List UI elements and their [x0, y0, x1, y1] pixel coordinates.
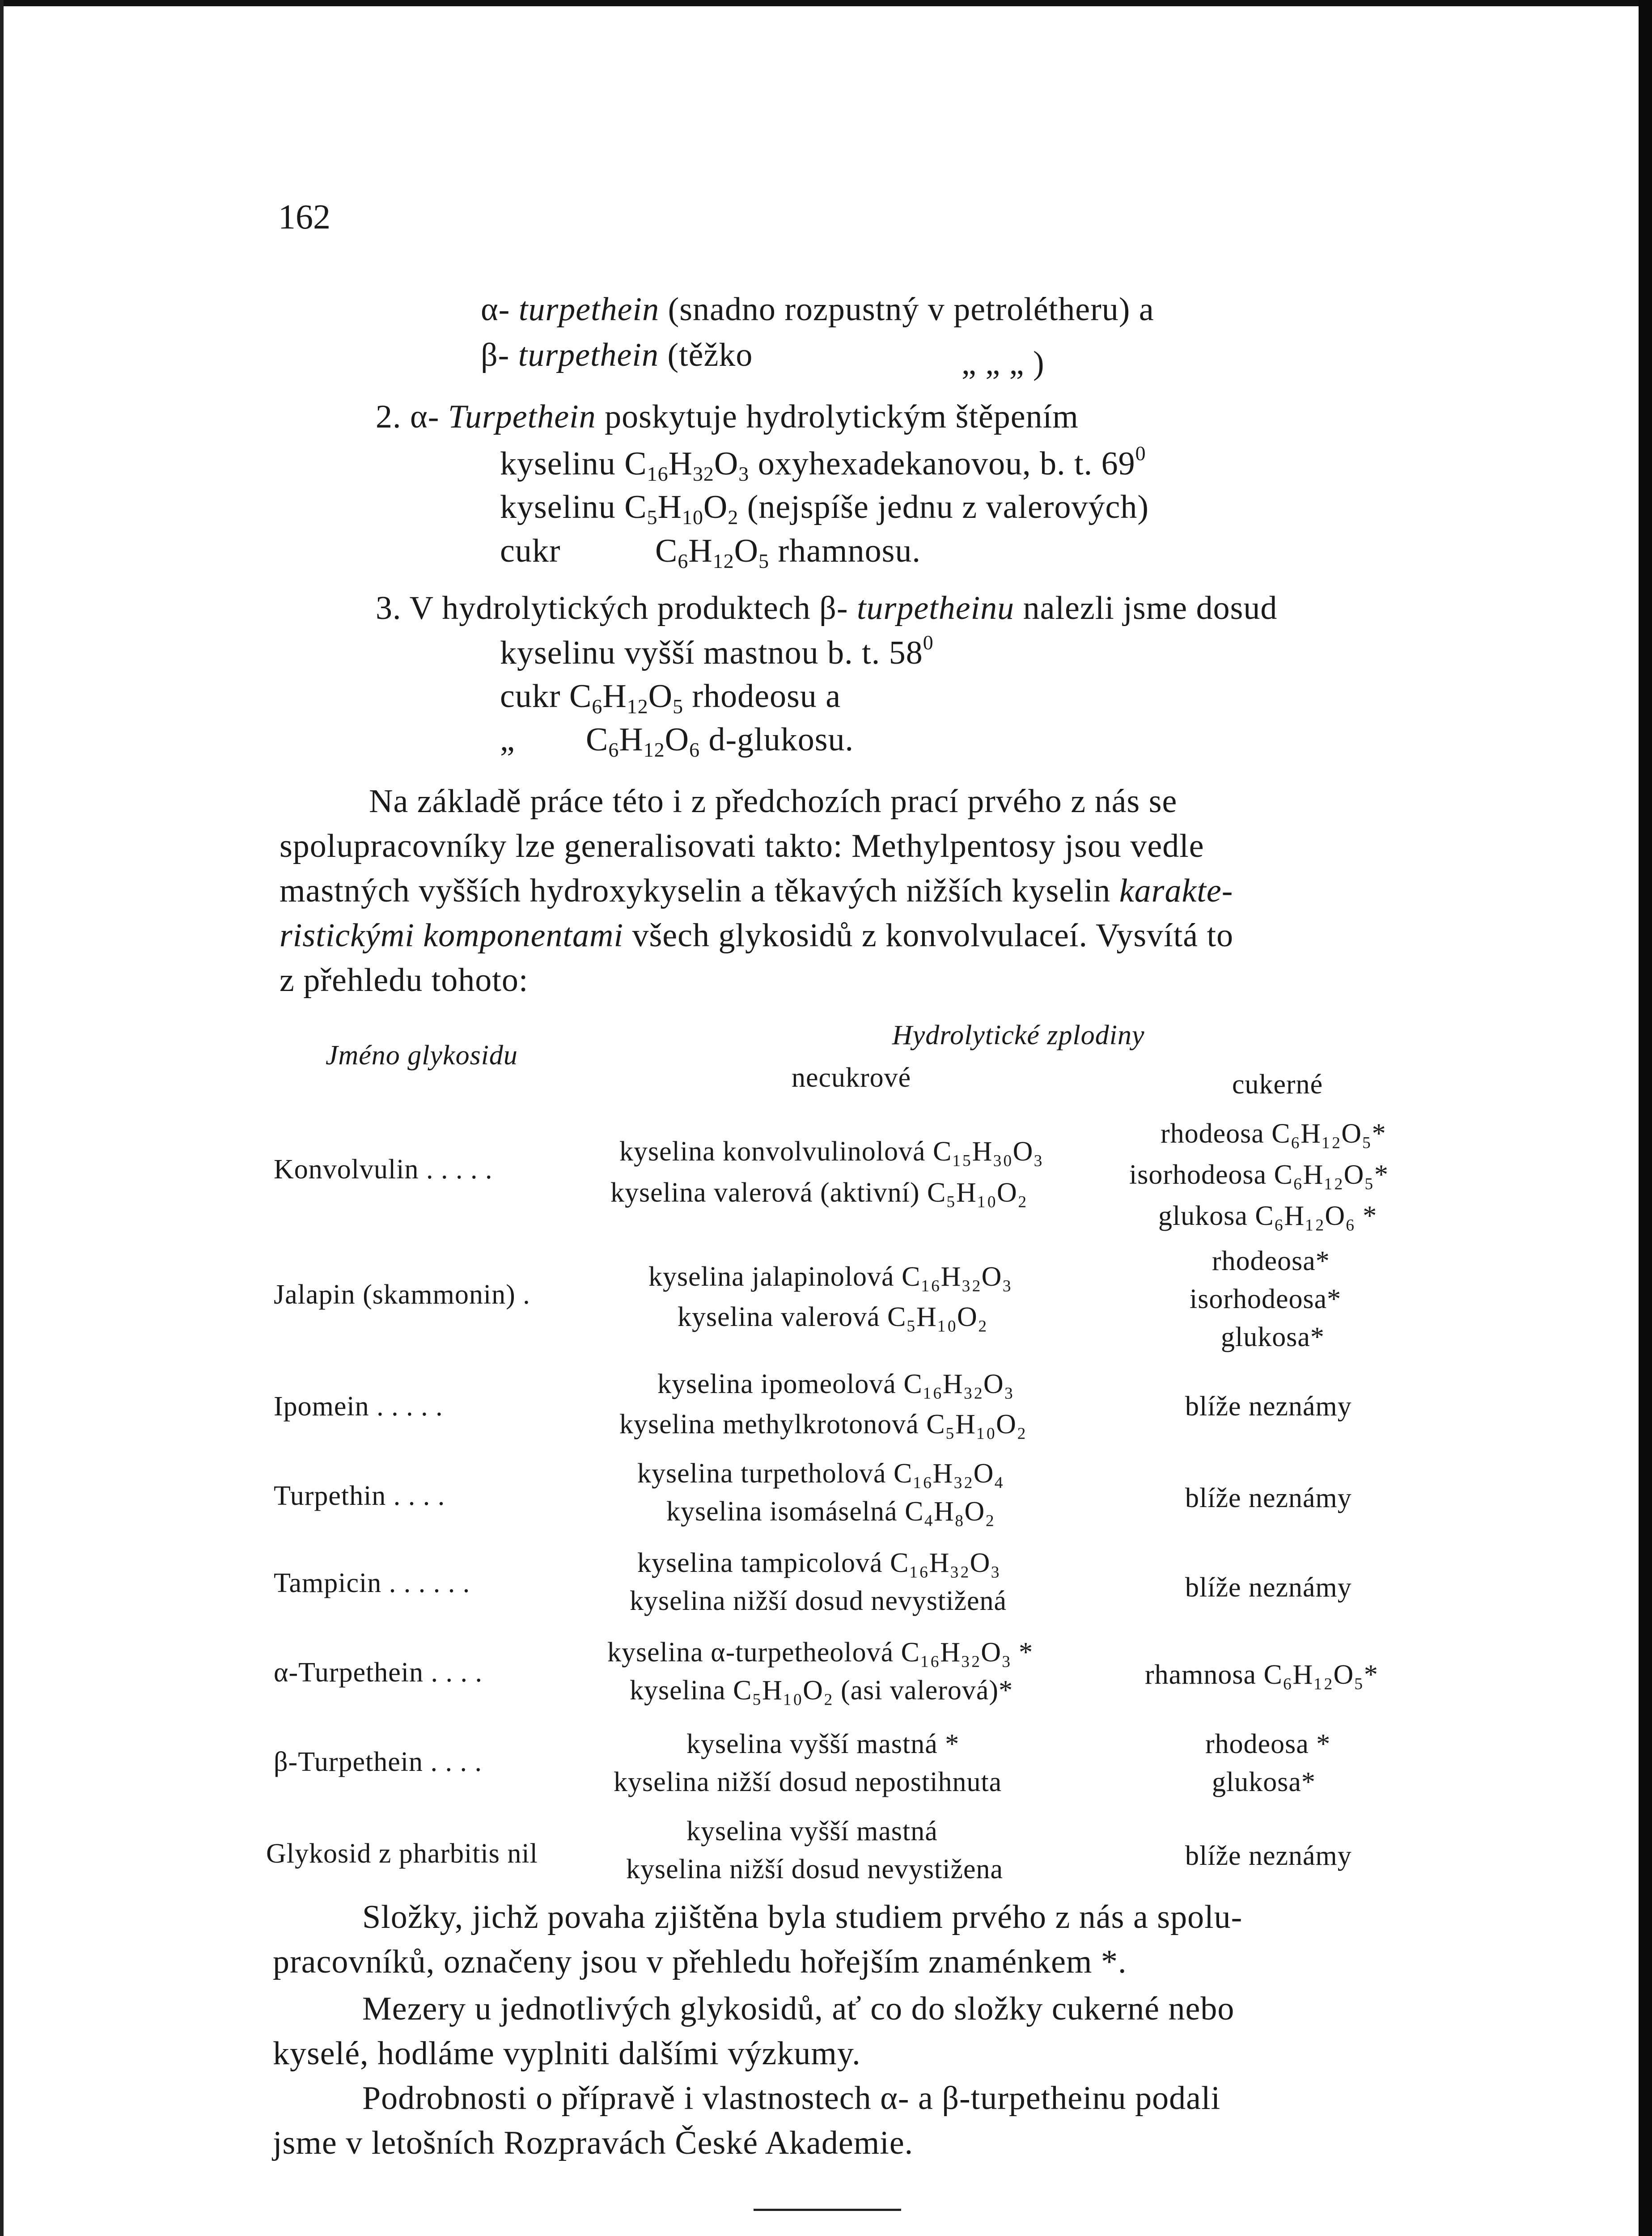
table-cell-noncarb: kyselina vyšší mastná * [686, 1729, 960, 1759]
paragraph-line-3: mastných vyšších hydroxykyselin a těkavých nižších kyselin karakte- [280, 872, 1233, 909]
table-cell-carb: glukosa* [1221, 1322, 1325, 1352]
table-header-products: Hydrolytické zplodiny [892, 1020, 1145, 1050]
table-cell-carb: blíže neznámy [1185, 1841, 1352, 1871]
table-row-name: Ipomein . . . . . [274, 1391, 443, 1422]
table-row-name: Glykosid z pharbitis nil [266, 1838, 538, 1869]
table-cell-noncarb: kyselina valerová (aktivní) C₅H₁₀O₂ [610, 1177, 1028, 1208]
table-cell-carb: rhamnosa C₆H₁₂O₅* [1145, 1660, 1378, 1690]
table-header-carb: cukerné [1232, 1069, 1323, 1100]
line-sugar-glucose: „ [500, 721, 515, 758]
table-cell-noncarb: kyselina konvolvulinolová C₁₅H₃₀O₃ [619, 1136, 1044, 1167]
table-cell-carb: isorhodeosa* [1190, 1284, 1342, 1314]
line-item-2: 2. α- Turpethein poskytuje hydrolytickým štěpením [376, 398, 1079, 435]
table-cell-noncarb: kyselina valerová C₅H₁₀O₂ [678, 1302, 988, 1332]
line-beta-turpethein: β- turpethein (těžko [481, 337, 753, 373]
closing-line-3: Mezery u jednotlivých glykosidů, ať co do složky cukerné nebo [362, 1990, 1235, 2027]
table-cell-noncarb: kyselina nižší dosud nevystižená [630, 1586, 1007, 1616]
closing-line-5: Podrobnosti o přípravě i vlastnostech α- a β-turpetheinu podali [362, 2080, 1221, 2117]
table-row-name: β-Turpethein . . . . [274, 1747, 483, 1777]
scan-edge-top [0, 0, 1652, 6]
page-number: 162 [278, 197, 330, 236]
table-cell-carb: rhodeosa* [1212, 1246, 1330, 1276]
line-fatty-acid: kyselinu vyšší mastnou b. t. $58^0$ [500, 631, 934, 671]
table-row-name: α-Turpethein . . . . [274, 1657, 483, 1688]
line-acid-c5: kyselinu $C_5H_{10}O_2$ (nejspíše jednu z valerových) [500, 489, 1149, 529]
line-acid-c16: kyselinu $C_{16}H_{32}O_3$ oxyhexadekanovou, b. t. $69^0$ [500, 441, 1146, 485]
table-cell-carb: rhodeosa * [1205, 1729, 1331, 1759]
table-header-name: Jméno glykosidu [326, 1040, 518, 1071]
table-cell-noncarb: kyselina jalapinolová C₁₆H₃₂O₃ [648, 1262, 1012, 1292]
table-cell-noncarb: kyselina turpetholová C₁₆H₃₂O₄ [637, 1458, 1004, 1489]
table-cell-noncarb: kyselina α-turpetheolová C₁₆H₃₂O₃ * [607, 1637, 1034, 1668]
table-row-name: Jalapin (skammonin) . [274, 1279, 530, 1310]
closing-line-1: Složky, jichž povaha zjištěna byla studiem prvého z nás a spolu- [362, 1899, 1243, 1935]
line-sugar-glucose-formula: $C_6H_{12}O_6$ d-glukosu. [586, 721, 854, 761]
table-cell-noncarb: kyselina tampicolová C₁₆H₃₂O₃ [637, 1548, 1001, 1578]
line-sugar-rhamnose: cukr [500, 533, 561, 569]
table-cell-noncarb: kyselina methylkrotonová C₅H₁₀O₂ [619, 1409, 1027, 1440]
table-header-noncarb: necukrové [792, 1063, 911, 1093]
table-cell-noncarb: kyselina ipomeolová C₁₆H₃₂O₃ [657, 1369, 1014, 1399]
line-alpha-turpethein: α- turpethein (snadno rozpustný v petrolétheru) a [481, 291, 1154, 328]
scan-edge-left [0, 0, 4, 2236]
paragraph-line-2: spolupracovníky lze generalisovati takto: Methylpentosy jsou vedle [280, 828, 1204, 864]
table-cell-carb: glukosa C₆H₁₂O₆ * [1158, 1201, 1377, 1231]
table-row-name: Konvolvulin . . . . . [274, 1154, 493, 1185]
table-row-name: Tampicin . . . . . . [274, 1568, 470, 1598]
line-sugar-rhamnose-formula: $C_6H_{12}O_5$ rhamnosu. [655, 533, 921, 572]
line-sugar-rhodeose: cukr $C_6H_{12}O_5$ rhodeosu a [500, 678, 841, 718]
table-cell-carb: isorhodeosa C₆H₁₂O₅* [1129, 1160, 1389, 1190]
table-cell-carb: blíže neznámy [1185, 1572, 1352, 1603]
table-cell-carb: blíže neznámy [1185, 1483, 1352, 1513]
table-cell-carb: rhodeosa C₆H₁₂O₅* [1161, 1118, 1386, 1149]
paragraph-line-1: Na základě práce této i z předchozích prací prvého z nás se [369, 783, 1178, 820]
table-cell-carb: glukosa* [1212, 1767, 1316, 1797]
line-item-3: 3. V hydrolytických produktech β- turpetheinu nalezli jsme dosud [376, 590, 1278, 627]
ditto-marks: „ „ „ ) [962, 345, 1045, 381]
table-row-name: Turpethin . . . . [274, 1481, 445, 1511]
table-cell-noncarb: kyselina vyšší mastná [686, 1816, 938, 1846]
closing-line-6: jsme v letošních Rozpravách České Akademie. [273, 2125, 914, 2161]
end-rule [754, 2209, 901, 2211]
table-cell-noncarb: kyselina nižší dosud nevystižena [626, 1854, 1003, 1885]
closing-line-4: kyselé, hodláme vyplniti dalšími výzkumy. [273, 2035, 861, 2072]
table-cell-noncarb: kyselina isomáselná C₄H₈O₂ [666, 1496, 995, 1527]
table-cell-noncarb: kyselina C₅H₁₀O₂ (asi valerová)* [630, 1675, 1013, 1706]
table-cell-noncarb: kyselina nižší dosud nepostihnuta [614, 1767, 1002, 1797]
closing-line-2: pracovníků, označeny jsou v přehledu hořejším znaménkem *. [273, 1944, 1127, 1980]
paragraph-line-5: z přehledu tohoto: [280, 962, 529, 999]
table-cell-carb: blíže neznámy [1185, 1391, 1352, 1422]
scan-edge-right [1639, 0, 1652, 2236]
paragraph-line-4: ristickými komponentami všech glykosidů z konvolvulaceí. Vysvítá to [280, 917, 1234, 954]
